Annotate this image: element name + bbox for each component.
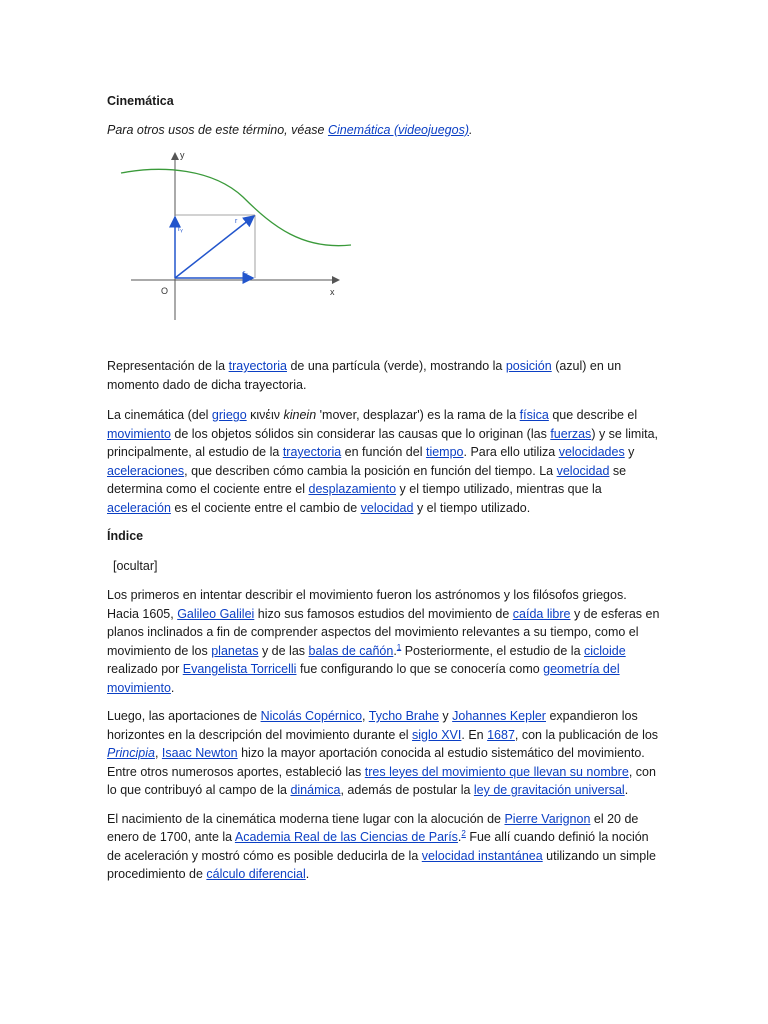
- trajectory-figure: [113, 145, 363, 335]
- paragraph-text: y: [624, 445, 635, 459]
- paragraph-text: , además de postular la: [340, 783, 474, 797]
- link-trayectoria-2[interactable]: trayectoria: [282, 445, 342, 459]
- link-calculo-diferencial[interactable]: cálculo diferencial: [206, 867, 306, 881]
- disambiguation-text: Para otros usos de este término, véase: [107, 122, 328, 137]
- paragraph-text: y de las: [258, 643, 309, 658]
- link-velocidad[interactable]: velocidad: [556, 463, 610, 478]
- reference-2[interactable]: 2: [461, 828, 466, 838]
- y-axis-label: y: [180, 150, 185, 160]
- paragraph-text: , con la publicación de los: [514, 727, 659, 742]
- link-balas-de-canon[interactable]: balas de cañón: [308, 643, 394, 658]
- paragraph-text: ,: [362, 709, 369, 723]
- link-nicolas-copernico[interactable]: Nicolás Copérnico: [260, 709, 363, 723]
- link-isaac-newton[interactable]: Isaac Newton: [161, 746, 238, 760]
- link-aceleraciones[interactable]: aceleraciones: [107, 463, 185, 478]
- caption-text: Representación de la: [107, 359, 229, 373]
- link-cicloide[interactable]: cicloide: [584, 643, 626, 658]
- paragraph-text: y de esferas en planos inclinados a fin de comprender aspectos del movimiento relevantes a su tiempo, como el movimiento de los: [107, 606, 660, 658]
- article-body: [107, 92, 662, 894]
- paragraph-text: .: [305, 867, 310, 881]
- paragraph-text: ,: [154, 746, 162, 760]
- link-tiempo[interactable]: tiempo: [425, 445, 464, 459]
- paragraph-text: hizo la mayor aportación conocida al estudio sistemático del movimiento. Entre otros numerosos aportes, estableció las: [107, 746, 645, 779]
- position-vector: [175, 216, 254, 278]
- link-velocidades[interactable]: velocidades: [558, 445, 625, 459]
- paragraph-text: es el cociente entre el cambio de: [170, 500, 361, 515]
- vector-r-label: r: [235, 218, 238, 225]
- paragraph-italic: kinein: [283, 408, 317, 422]
- disambiguation-note: [107, 121, 662, 140]
- history-paragraph-1: [107, 586, 662, 697]
- paragraph-text: .: [624, 783, 629, 797]
- paragraph-text: Fue allí cuando definió la noción de aceleración y mostró cómo es posible deducirla de la: [107, 830, 649, 863]
- link-johannes-kepler[interactable]: Johannes Kepler: [452, 709, 546, 723]
- x-axis-label: x: [330, 287, 335, 297]
- link-academia-real[interactable]: Academia Real de las Ciencias de París: [234, 830, 458, 844]
- history-paragraph-3: [107, 810, 662, 884]
- paragraph-text: y el tiempo utilizado, mientras que la: [396, 482, 602, 496]
- figure-caption: [107, 357, 662, 394]
- vector-rx-label: rₓ: [243, 270, 248, 277]
- trajectory-diagram: [113, 145, 363, 335]
- paragraph-text: La cinemática (del: [107, 408, 212, 422]
- link-fisica[interactable]: física: [519, 408, 549, 422]
- history-paragraph-2: [107, 707, 662, 800]
- link-principia[interactable]: Principia: [107, 746, 155, 760]
- paragraph-text: de los objetos sólidos sin considerar las causas que lo originan (las: [170, 426, 551, 441]
- paragraph-text: Los primeros en intentar describir el movimiento fueron los astrónomos y los filósofos griegos. Hacia 1605,: [107, 588, 627, 621]
- paragraph-text: Posteriormente, el estudio de la: [401, 643, 584, 658]
- link-galileo-galilei[interactable]: Galileo Galilei: [177, 606, 255, 621]
- link-movimiento[interactable]: movimiento: [107, 426, 171, 441]
- link-dinamica[interactable]: dinámica: [290, 783, 341, 797]
- index-toggle[interactable]: [ocultar]: [113, 558, 158, 573]
- link-geometria-del-movimiento[interactable]: geometría del movimiento: [107, 662, 620, 695]
- link-cinematica-videojuegos[interactable]: Cinemática (videojuegos): [327, 122, 469, 137]
- link-velocidad-2[interactable]: velocidad: [360, 500, 414, 515]
- paragraph-text: . Para ello utiliza: [463, 445, 559, 459]
- paragraph-text: expandieron los horizontes en la descripción del movimiento durante el: [107, 709, 638, 742]
- paragraph-text: realizado por: [107, 662, 183, 676]
- index-heading: Índice: [107, 529, 144, 543]
- vector-ry-label: rᵧ: [178, 226, 183, 233]
- paragraph-text: 'mover, desplazar') es la rama de la: [316, 408, 520, 422]
- paragraph-text: y el tiempo utilizado.: [413, 500, 531, 515]
- paragraph-text: κινέιν: [246, 408, 284, 422]
- link-tycho-brahe[interactable]: Tycho Brahe: [368, 709, 439, 723]
- paragraph-text: .: [457, 830, 462, 844]
- paragraph-text: ) y se limita, principalmente, al estudio de la: [107, 426, 658, 459]
- paragraph-text: en función del: [341, 445, 426, 459]
- caption-text: de una partícula (verde), mostrando la: [286, 359, 506, 373]
- paragraph-text: hizo sus famosos estudios del movimiento de: [254, 606, 513, 621]
- link-posicion[interactable]: posición: [505, 359, 552, 373]
- paragraph-text: .: [393, 643, 397, 658]
- link-aceleracion[interactable]: aceleración: [107, 500, 171, 515]
- link-leyes-del-movimiento[interactable]: tres leyes del movimiento que llevan su nombre: [364, 764, 629, 779]
- link-gravitacion-universal[interactable]: ley de gravitación universal: [473, 783, 625, 797]
- paragraph-text: El nacimiento de la cinemática moderna tiene lugar con la alocución de: [107, 811, 505, 826]
- origin-label: O: [161, 286, 169, 296]
- page-title: Cinemática: [107, 94, 174, 108]
- paragraph-text: Luego, las aportaciones de: [107, 709, 261, 723]
- disambiguation-end: .: [469, 122, 473, 137]
- link-griego[interactable]: griego: [211, 408, 247, 422]
- paragraph-text: utilizando un simple procedimiento de: [107, 848, 656, 881]
- paragraph-text: el 20 de enero de 1700, ante la: [107, 811, 639, 844]
- paragraph-text: y: [438, 709, 453, 723]
- paragraph-text: .: [170, 680, 175, 695]
- paragraph-text: . En: [461, 727, 488, 742]
- intro-paragraph: [107, 406, 662, 517]
- caption-text: (azul) en un momento dado de dicha trayectoria.: [107, 359, 622, 392]
- paragraph-text: se determina como el cociente entre el: [107, 463, 627, 496]
- link-desplazamiento[interactable]: desplazamiento: [308, 482, 397, 496]
- paragraph-text: que describe el: [548, 408, 638, 422]
- trajectory-curve: [121, 169, 351, 245]
- link-fuerzas[interactable]: fuerzas: [550, 426, 592, 441]
- link-pierre-varignon[interactable]: Pierre Varignon: [504, 811, 591, 826]
- link-planetas[interactable]: planetas: [211, 643, 259, 658]
- reference-1[interactable]: 1: [396, 642, 402, 652]
- paragraph-text: fue configurando lo que se conocería como: [296, 662, 544, 676]
- paragraph-text: , que describen cómo cambia la posición en función del tiempo. La: [184, 463, 557, 478]
- link-siglo-xvi[interactable]: siglo XVI: [412, 727, 462, 742]
- link-caida-libre[interactable]: caída libre: [512, 606, 571, 621]
- link-trayectoria[interactable]: trayectoria: [228, 359, 287, 373]
- link-evangelista-torricelli[interactable]: Evangelista Torricelli: [182, 662, 297, 676]
- paragraph-text: , con lo que contribuyó al campo de la: [107, 764, 656, 797]
- link-velocidad-instantanea[interactable]: velocidad instantánea: [421, 848, 543, 863]
- link-1687[interactable]: 1687: [487, 727, 515, 742]
